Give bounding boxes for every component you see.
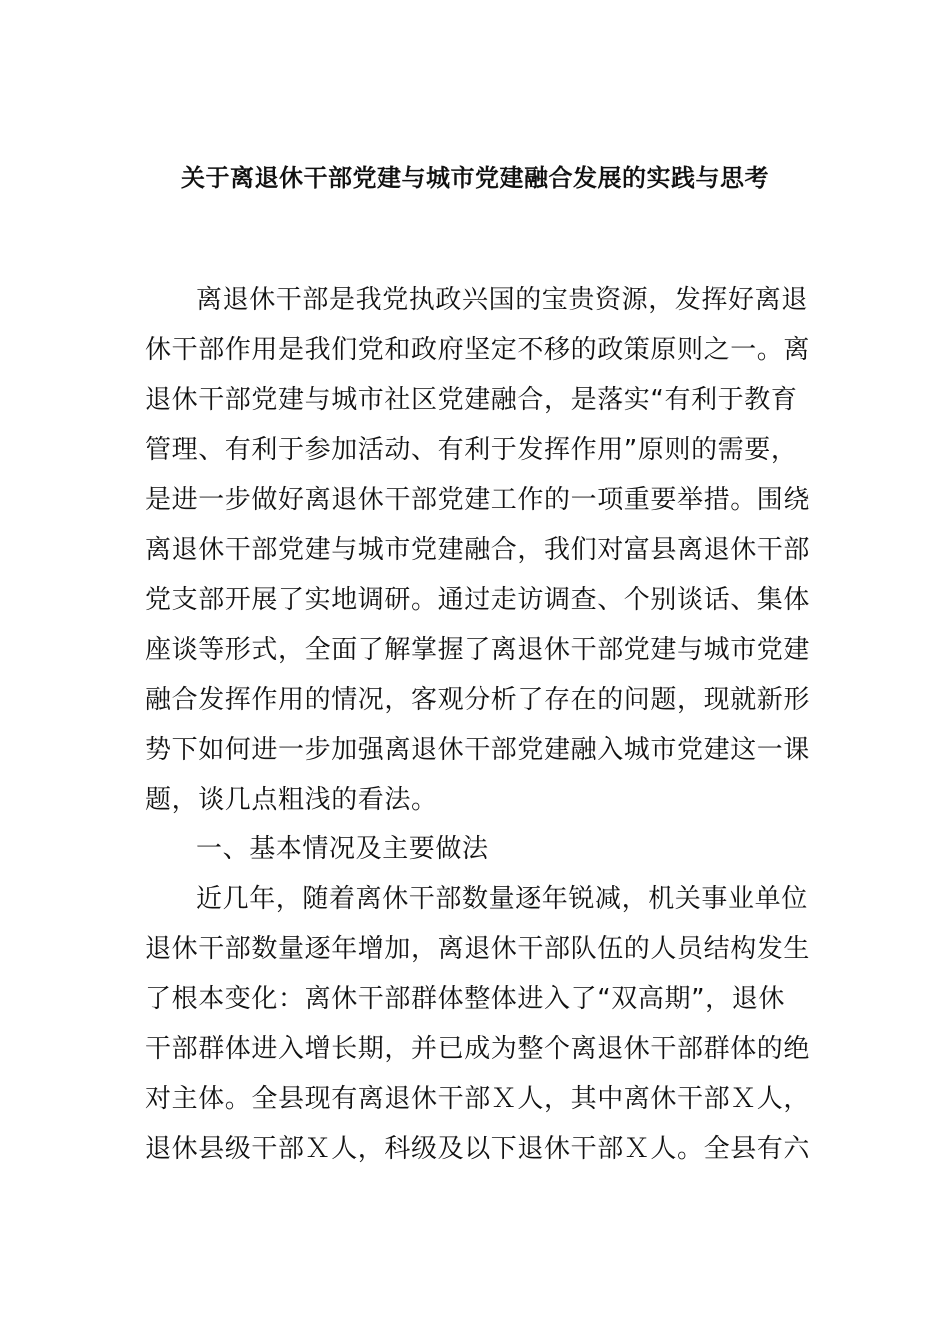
paragraph-line: 离退休干部党建与城市党建融合，我们对富县离退休干部 [145, 535, 811, 565]
paragraph-line: 退休干部党建与城市社区党建融合，是落实“有利于教育 [145, 385, 798, 415]
paragraph-line: 是进一步做好离退休干部党建工作的一项重要举措。围绕 [145, 485, 811, 515]
section-heading: 一、基本情况及主要做法 [196, 834, 489, 864]
paragraph-line: 管理、有利于参加活动、有利于发挥作用”原则的需要， [145, 435, 798, 465]
paragraph-line: 党支部开展了实地调研。通过走访调查、个别谈话、集体 [145, 585, 811, 615]
paragraph-line: 退休干部数量逐年增加，离退休干部队伍的人员结构发生 [145, 934, 811, 964]
paragraph-line: 干部群体进入增长期，并已成为整个离退休干部群体的绝 [145, 1034, 811, 1064]
paragraph-line: 休干部作用是我们党和政府坚定不移的政策原则之一。离 [145, 335, 811, 365]
paragraph-line: 了根本变化：离休干部群体整体进入了“双高期”，退休 [145, 984, 785, 1014]
document-title: 关于离退休干部党建与城市党建融合发展的实践与思考 [181, 164, 769, 192]
paragraph-line: 退休县级干部Ｘ人，科级及以下退休干部Ｘ人。全县有六 [145, 1134, 811, 1164]
paragraph-line: 近几年，随着离休干部数量逐年锐减，机关事业单位 [196, 884, 808, 914]
paragraph-line: 座谈等形式，全面了解掌握了离退休干部党建与城市党建 [145, 635, 811, 665]
paragraph-line: 离退休干部是我党执政兴国的宝贵资源，发挥好离退 [196, 285, 808, 315]
paragraph-line: 题，谈几点粗浅的看法。 [145, 785, 438, 815]
paragraph-line: 势下如何进一步加强离退休干部党建融入城市党建这一课 [145, 735, 811, 765]
paragraph-line: 对主体。全县现有离退休干部Ｘ人，其中离休干部Ｘ人， [145, 1084, 811, 1114]
paragraph-line: 融合发挥作用的情况，客观分析了存在的问题，现就新形 [145, 685, 811, 715]
